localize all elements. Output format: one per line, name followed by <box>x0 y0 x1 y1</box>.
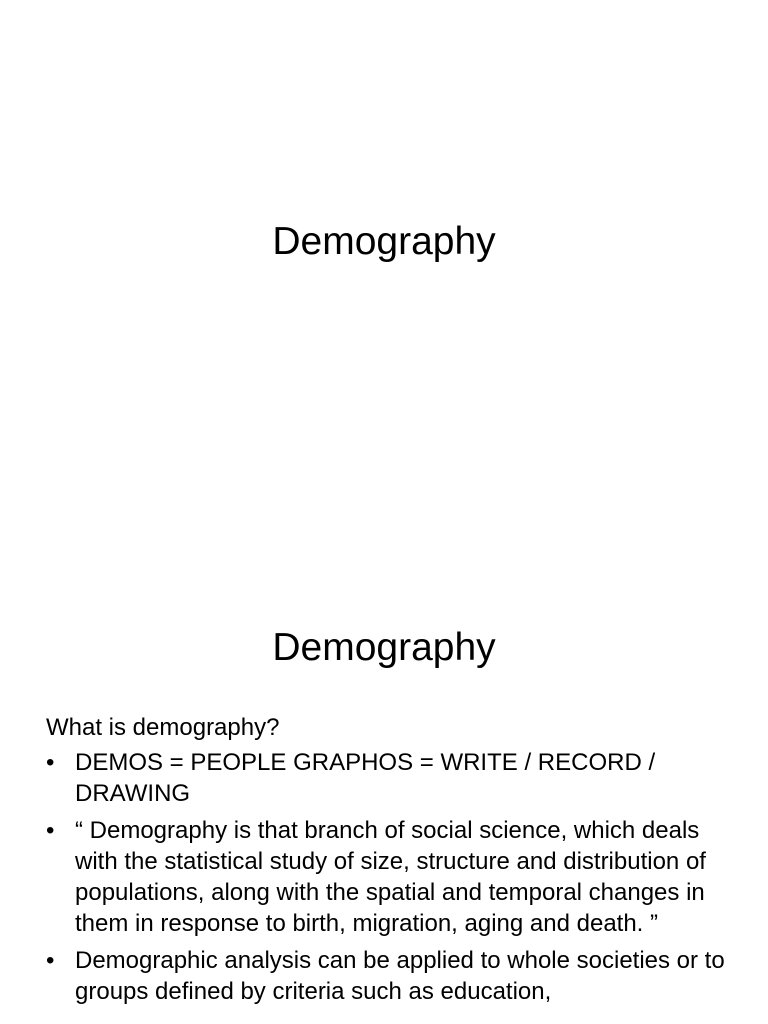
intro-text: What is demography? <box>46 714 280 741</box>
bullet-text: “ Demography is that branch of social science, which deals with the statistical study of size, structure and distribution of populations, along with the spatial and temporal changes in them in response to birth, migration, aging and death. ” <box>75 817 706 937</box>
bullet-text: Demographic analysis can be applied to whole societies or to groups defined by criteria such as education, <box>75 947 725 1005</box>
bullet-text: DEMOS = PEOPLE GRAPHOS = WRITE / RECORD / DRAWING <box>75 749 656 807</box>
bullet-item <box>46 945 736 1007</box>
content-slide <box>0 576 768 1024</box>
slide-title: Demography <box>272 220 496 263</box>
bullet-icon: • <box>46 947 55 974</box>
bullet-item <box>46 747 736 809</box>
slide-body <box>46 712 736 1013</box>
bullet-icon: • <box>46 749 55 776</box>
slide-title: Demography <box>272 626 496 669</box>
bullet-list <box>46 747 736 1007</box>
bullet-icon: • <box>46 817 55 844</box>
bullet-item <box>46 815 736 939</box>
